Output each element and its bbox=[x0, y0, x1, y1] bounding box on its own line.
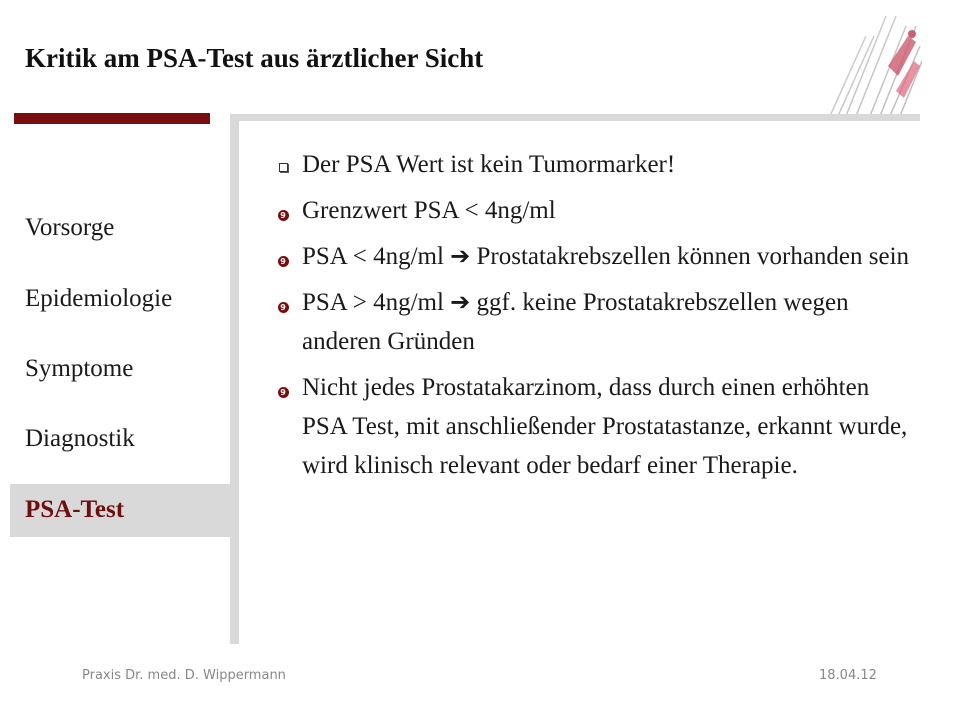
bullet-text: Grenzwert PSA < 4ng/ml bbox=[302, 197, 556, 224]
content-bullets bbox=[272, 145, 917, 492]
circle-bullet-icon: 9 bbox=[278, 256, 289, 267]
right-arrow-icon: ➔ bbox=[450, 288, 471, 316]
test-tubes-image bbox=[826, 6, 922, 118]
slide-title: Kritik am PSA-Test aus ärztlicher Sicht bbox=[25, 43, 484, 73]
accent-bar bbox=[14, 113, 210, 124]
nav-item-diagnostik[interactable]: Diagnostik bbox=[25, 425, 135, 452]
bullet-text: Nicht jedes Prostatakarzinom, dass durch einen erhöhten PSA Test, mit anschließender Prostatastanze, erkannt wurde, wird klinisch relevant oder bedarf einer Therapie. bbox=[302, 374, 908, 479]
nav-item-psa-test[interactable]: PSA-Test bbox=[25, 496, 125, 523]
footer-practice-name: Praxis Dr. med. D. Wippermann bbox=[82, 668, 286, 683]
bullet-text-post: Prostatakrebszellen können vorhanden sein bbox=[476, 243, 910, 270]
nav-item-symptome[interactable]: Symptome bbox=[25, 355, 134, 382]
square-bullet-icon bbox=[279, 163, 288, 172]
bullet-item bbox=[272, 368, 917, 485]
content-left-border bbox=[230, 114, 239, 644]
nav-item-epidemiologie[interactable]: Epidemiologie bbox=[25, 285, 173, 312]
bullet-text-pre: PSA > 4ng/ml bbox=[302, 289, 444, 316]
bullet-item bbox=[272, 283, 917, 361]
content-top-border bbox=[230, 114, 920, 121]
circle-bullet-icon: 9 bbox=[278, 387, 289, 398]
bullet-text: Der PSA Wert ist kein Tumormarker! bbox=[302, 151, 676, 178]
bullet-item bbox=[272, 237, 917, 276]
bullet-text-pre: PSA < 4ng/ml bbox=[302, 243, 444, 270]
bullet-item bbox=[272, 145, 917, 184]
bullet-item bbox=[272, 191, 917, 230]
right-arrow-icon: ➔ bbox=[450, 242, 471, 270]
footer-date: 18.04.12 bbox=[819, 668, 877, 683]
nav-item-vorsorge[interactable]: Vorsorge bbox=[25, 214, 115, 241]
circle-bullet-icon: 9 bbox=[278, 302, 289, 313]
bullet-text-post: ggf. keine Prostatakrebszellen wegen anderen Gründen bbox=[302, 289, 849, 355]
circle-bullet-icon: 9 bbox=[278, 210, 289, 221]
